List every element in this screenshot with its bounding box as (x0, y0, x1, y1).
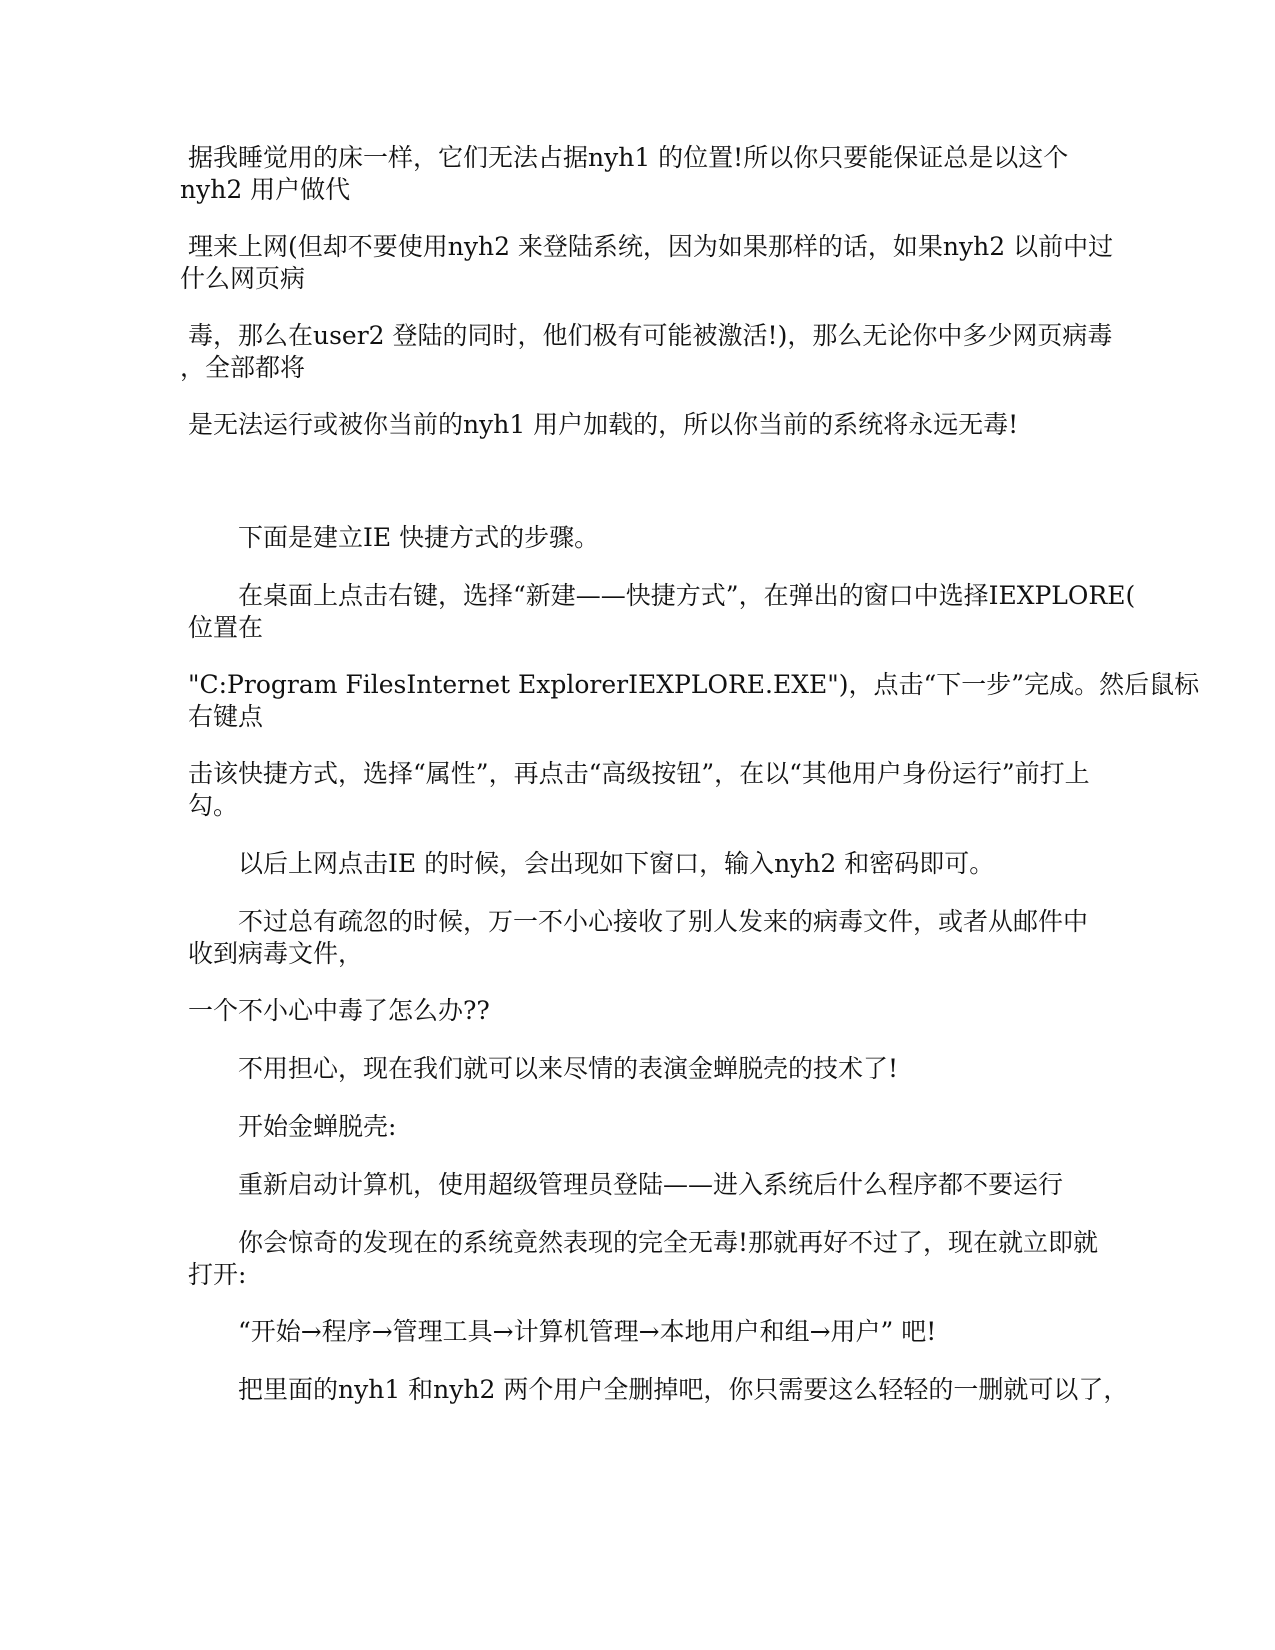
text-line: ，全部都将 (180, 353, 306, 382)
text-line: 把里面的nyh1 和nyh2 两个用户全删掉吧，你只需要这么轻轻的一删就可以了， (238, 1375, 1129, 1404)
paragraph (180, 320, 1113, 384)
text-line: 一个不小心中毒了怎么办?? (188, 996, 490, 1025)
paragraph (188, 906, 1138, 970)
paragraph (188, 995, 1088, 1027)
text-line: "C:Program FilesInternet ExplorerIEXPLORE.EXE")，点击“下一步”完成。然后鼠标 (188, 670, 1200, 699)
paragraph (238, 848, 1138, 880)
text-line: 以后上网点击IE 的时候，会出现如下窗口，输入nyh2 和密码即可。 (238, 849, 995, 878)
text-line: 是无法运行或被你当前的nyh1 用户加载的，所以你当前的系统将永远无毒! (188, 410, 1019, 439)
paragraph (238, 1374, 1138, 1406)
text-line: 下面是建立IE 快捷方式的步骤。 (238, 523, 600, 552)
paragraph (238, 1316, 1138, 1348)
text-line: “开始→程序→管理工具→计算机管理→本地用户和组→用户” 吧! (238, 1317, 937, 1346)
text-line: 据我睡觉用的床一样，它们无法占据nyh1 的位置!所以你只要能保证总是以这个 (188, 143, 1069, 172)
text-line: 不过总有疏忽的时候，万一不小心接收了别人发来的病毒文件，或者从邮件中 (238, 907, 1089, 936)
paragraph (180, 142, 1088, 206)
paragraph (188, 1227, 1138, 1291)
text-line: 击该快捷方式，选择“属性”，再点击“高级按钮”，在以“其他用户身份运行”前打上 (188, 759, 1090, 788)
text-line: nyh2 用户做代 (180, 175, 351, 204)
paragraph (238, 1169, 1138, 1201)
text-line: 打开: (188, 1260, 247, 1289)
text-line: 在桌面上点击右键，选择“新建——快捷方式”，在弹出的窗口中选择IEXPLORE( (238, 581, 1136, 610)
text-line: 开始金蝉脱壳: (238, 1112, 397, 1141)
text-line: 勾。 (188, 791, 239, 820)
paragraph (238, 1111, 1138, 1143)
paragraph (188, 580, 1138, 644)
paragraph (238, 1053, 1138, 1085)
paragraph (180, 231, 1114, 295)
text-line: 你会惊奇的发现在的系统竟然表现的完全无毒!那就再好不过了，现在就立即就 (238, 1228, 1099, 1257)
paragraph (188, 669, 1200, 733)
text-line: 不用担心，现在我们就可以来尽情的表演金蝉脱壳的技术了! (238, 1054, 899, 1083)
text-line: 位置在 (188, 613, 264, 642)
text-line: 毒，那么在user2 登陆的同时，他们极有可能被激活!)，那么无论你中多少网页病毒 (188, 321, 1113, 350)
paragraph (188, 758, 1088, 822)
text-line: 收到病毒文件， (188, 939, 364, 968)
text-line: 重新启动计算机，使用超级管理员登陆——进入系统后什么程序都不要运行 (238, 1170, 1064, 1199)
text-line: 理来上网(但却不要使用nyh2 来登陆系统，因为如果那样的话，如果nyh2 以前中过 (188, 232, 1114, 261)
paragraph (188, 409, 1088, 441)
text-line: 右键点 (188, 702, 264, 731)
text-line: 什么网页病 (180, 264, 306, 293)
paragraph (238, 522, 1138, 554)
